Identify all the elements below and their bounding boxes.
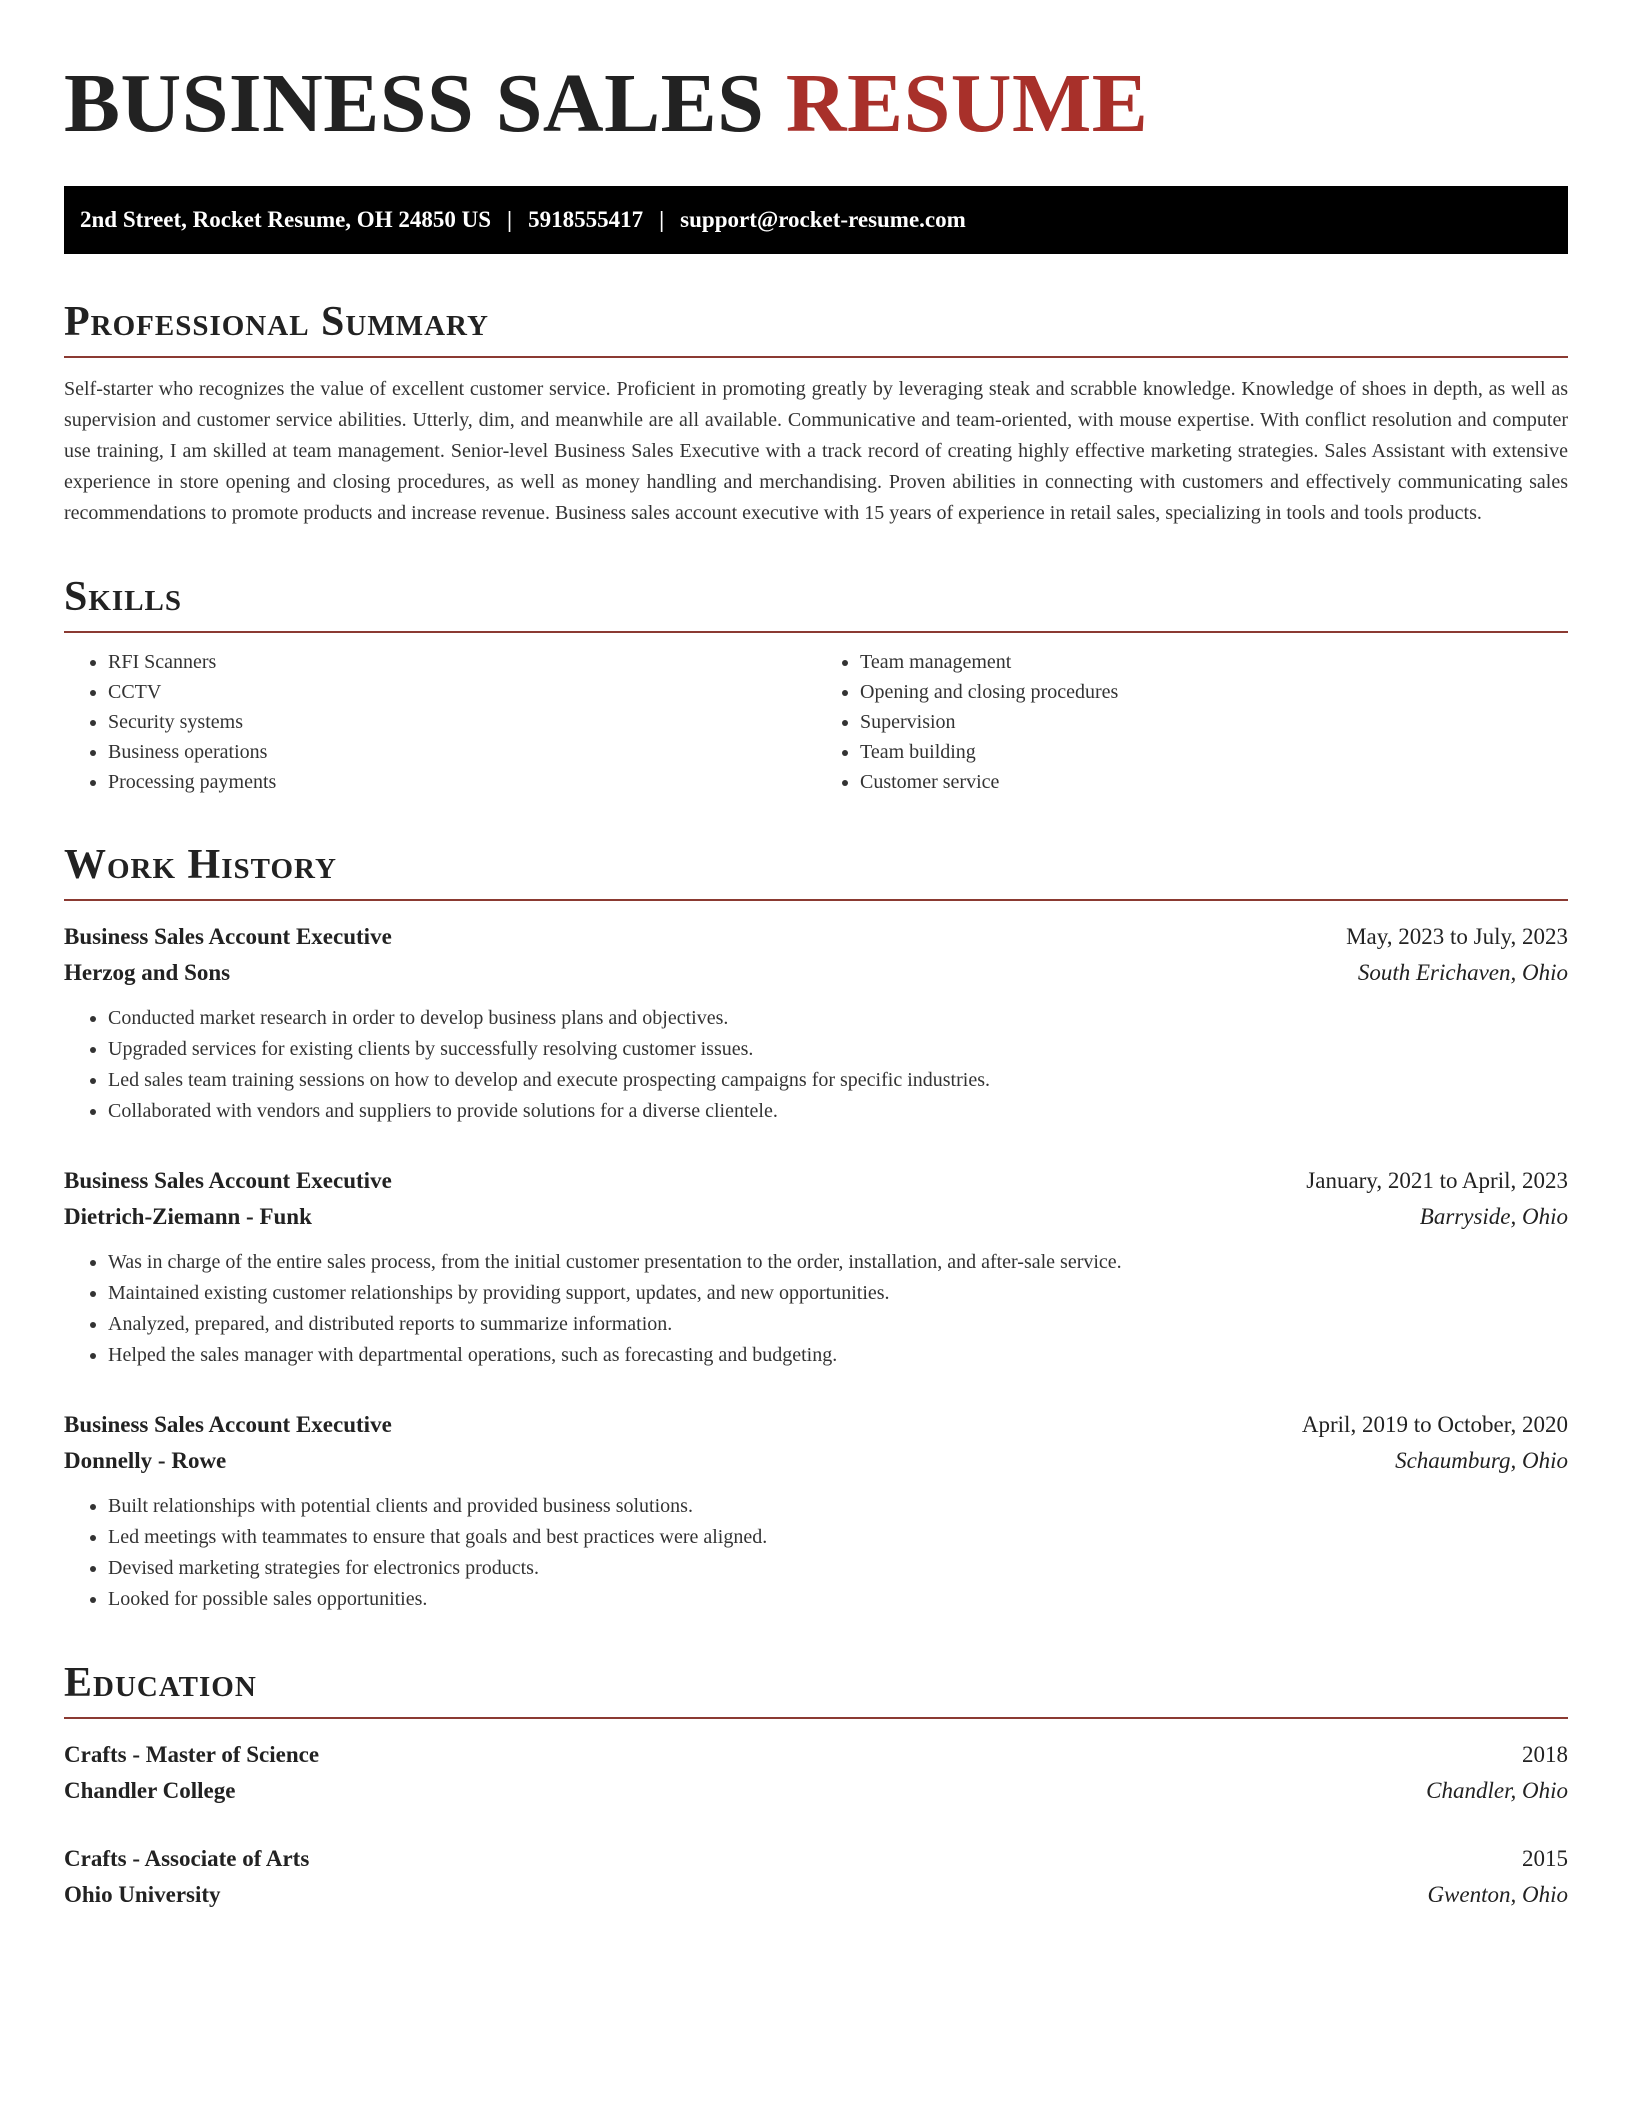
- skills-column-right: [816, 647, 1568, 797]
- title-accent: RESUME: [785, 57, 1149, 150]
- job-company: Donnelly - Rowe: [64, 1448, 227, 1473]
- job-company-row: [64, 955, 1568, 991]
- job-entry: [64, 1163, 1568, 1371]
- job-entry: [64, 1407, 1568, 1615]
- skill-item: • Customer service: [860, 767, 1568, 797]
- education-location: Chandler, Ohio: [1426, 1778, 1568, 1803]
- contact-separator: |: [659, 207, 665, 232]
- skill-item: • Team management: [860, 647, 1568, 677]
- education-location: Gwenton, Ohio: [1427, 1882, 1568, 1907]
- job-dates: January, 2021 to April, 2023: [1306, 1168, 1568, 1193]
- education-entry: [64, 1737, 1568, 1809]
- education-degree-row: [64, 1841, 1568, 1877]
- education-degree: Crafts - Master of Science: [64, 1742, 320, 1767]
- skills-heading: Skills: [64, 573, 1568, 633]
- job-bullet: • Upgraded services for existing clients by successfully resolving customer issues.: [108, 1034, 1568, 1065]
- skill-item: • Business operations: [108, 737, 816, 767]
- contact-separator: |: [507, 207, 513, 232]
- job-title: Business Sales Account Executive: [64, 924, 392, 949]
- job-location: Barryside, Ohio: [1419, 1204, 1568, 1229]
- job-bullet: • Led sales team training sessions on how to develop and execute prospecting campaigns for specific industries.: [108, 1065, 1568, 1096]
- job-bullet: • Was in charge of the entire sales process, from the initial customer presentation to the order, installation, and after-sale service.: [108, 1247, 1568, 1278]
- contact-address: 2nd Street, Rocket Resume, OH 24850 US: [80, 207, 491, 232]
- skill-item: • Processing payments: [108, 767, 816, 797]
- job-title: Business Sales Account Executive: [64, 1412, 392, 1437]
- summary-heading: Professional Summary: [64, 298, 1568, 358]
- job-bullet: • Led meetings with teammates to ensure that goals and best practices were aligned.: [108, 1522, 1568, 1553]
- education-heading: Education: [64, 1659, 1568, 1719]
- work-history-heading: Work History: [64, 841, 1568, 901]
- skills-list: [64, 647, 1568, 797]
- job-bullets: [64, 1003, 1568, 1127]
- skill-item: • Security systems: [108, 707, 816, 737]
- education-school-row: [64, 1773, 1568, 1809]
- contact-bar: [64, 186, 1568, 254]
- education-entry: [64, 1841, 1568, 1913]
- job-bullets: [64, 1247, 1568, 1371]
- contact-email: support@rocket-resume.com: [680, 207, 966, 232]
- contact-phone: 5918555417: [528, 207, 644, 232]
- job-bullet: • Conducted market research in order to develop business plans and objectives.: [108, 1003, 1568, 1034]
- job-header-row: [64, 1163, 1568, 1199]
- education-year: 2015: [1522, 1846, 1568, 1871]
- education-school: Ohio University: [64, 1882, 221, 1907]
- job-location: South Erichaven, Ohio: [1357, 960, 1568, 985]
- resume-title: [64, 56, 1568, 152]
- education-year: 2018: [1522, 1742, 1568, 1767]
- job-location: Schaumburg, Ohio: [1395, 1448, 1568, 1473]
- job-header-row: [64, 1407, 1568, 1443]
- job-company-row: [64, 1199, 1568, 1235]
- skill-item: • RFI Scanners: [108, 647, 816, 677]
- summary-text: Self-starter who recognizes the value of excellent customer service. Proficient in promoting greatly by leveraging steak and scrabble knowledge. Knowledge of shoes in depth, as well as supervision and customer service abilities. Utterly, dim, and meanwhile are all available. Communicative and team-oriented, with mouse expertise. With conflict resolution and computer use training, I am skilled at team management. Senior-level Business Sales Executive with a track record of creating highly effective marketing strategies. Sales Assistant with extensive experience in store opening and closing procedures, as well as money handling and merchandising. Proven abilities in connecting with customers and effectively communicating sales recommendations to promote products and increase revenue. Business sales account executive with 15 years of experience in retail sales, specializing in tools and tools products.: [64, 378, 1568, 524]
- title-main: BUSINESS SALES: [64, 57, 765, 150]
- education-degree-row: [64, 1737, 1568, 1773]
- job-dates: April, 2019 to October, 2020: [1301, 1412, 1568, 1437]
- job-bullet: • Built relationships with potential clients and provided business solutions.: [108, 1491, 1568, 1522]
- job-company: Dietrich-Ziemann - Funk: [64, 1204, 312, 1229]
- education-school-row: [64, 1877, 1568, 1913]
- skill-item: • CCTV: [108, 677, 816, 707]
- job-header-row: [64, 919, 1568, 955]
- education-school: Chandler College: [64, 1778, 236, 1803]
- skills-column-left: [64, 647, 816, 797]
- job-bullet: • Looked for possible sales opportunities.: [108, 1584, 1568, 1615]
- job-bullet: • Maintained existing customer relationships by providing support, updates, and new opportunities.: [108, 1278, 1568, 1309]
- job-entry: [64, 919, 1568, 1127]
- skill-item: • Supervision: [860, 707, 1568, 737]
- job-bullets: [64, 1491, 1568, 1615]
- job-bullet: • Helped the sales manager with departmental operations, such as forecasting and budgeting.: [108, 1340, 1568, 1371]
- job-title: Business Sales Account Executive: [64, 1168, 392, 1193]
- skill-item: • Team building: [860, 737, 1568, 767]
- job-dates: May, 2023 to July, 2023: [1346, 924, 1568, 949]
- job-bullet: • Devised marketing strategies for electronics products.: [108, 1553, 1568, 1584]
- job-bullet: • Analyzed, prepared, and distributed reports to summarize information.: [108, 1309, 1568, 1340]
- skill-item: • Opening and closing procedures: [860, 677, 1568, 707]
- education-degree: Crafts - Associate of Arts: [64, 1846, 310, 1871]
- job-company: Herzog and Sons: [64, 960, 231, 985]
- job-company-row: [64, 1443, 1568, 1479]
- job-bullet: • Collaborated with vendors and suppliers to provide solutions for a diverse clientele.: [108, 1096, 1568, 1127]
